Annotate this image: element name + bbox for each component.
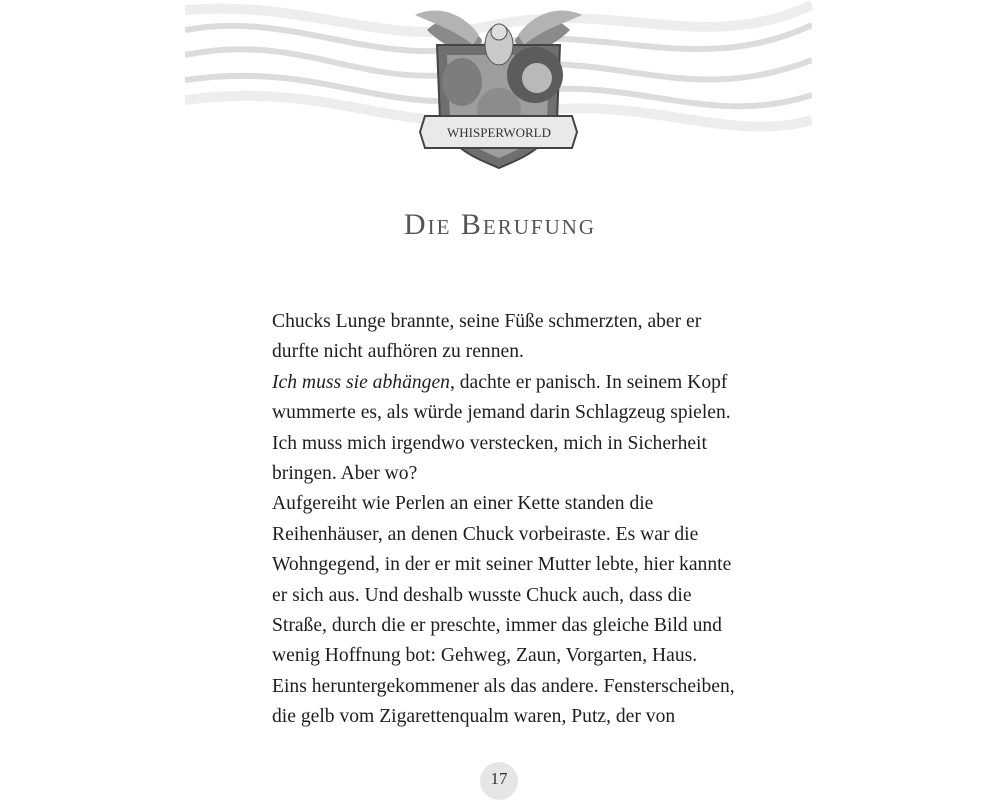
whisperworld-crest bbox=[407, 0, 590, 172]
text-line: bringen. Aber wo? bbox=[272, 463, 418, 485]
text-line: Chucks Lunge brannte, seine Füße schmerzten, aber er bbox=[272, 311, 702, 332]
page-number: 17 bbox=[480, 762, 518, 800]
chapter-body bbox=[272, 307, 742, 733]
text-line: Ich muss mich irgendwo verstecken, mich in Sicherheit bbox=[272, 432, 707, 454]
italic-thought: Ich muss sie abhängen bbox=[272, 371, 450, 393]
chapter-title: Die Berufung bbox=[403, 208, 597, 241]
text-line: Wohngegend, in der er mit seiner Mutter lebte, hier kannte bbox=[272, 554, 732, 576]
crest-banner-text: WHISPERWORLD bbox=[447, 125, 551, 140]
text-line: wenig Hoffnung bot: Gehweg, Zaun, Vorgarten, Haus. bbox=[272, 645, 698, 667]
text-line: Straße, durch die er preschte, immer das gleiche Bild und bbox=[272, 615, 722, 637]
text-line: Reihenhäuser, an denen Chuck vorbeiraste. Es war die bbox=[272, 523, 699, 545]
text-line-rest: , dachte er panisch. In seinem Kopf bbox=[449, 371, 728, 393]
text-line: Aufgereiht wie Perlen an einer Kette standen die bbox=[272, 493, 654, 515]
text-line: er sich aus. Und deshalb wusste Chuck auch, dass die bbox=[272, 584, 692, 606]
text-line bbox=[272, 368, 742, 398]
text-line: Eins heruntergekommener als das andere. Fensterscheiben, bbox=[272, 675, 735, 697]
text-line: durfte nicht aufhören zu rennen. bbox=[272, 341, 524, 363]
chapter-title-wrap bbox=[0, 208, 1000, 242]
text-line: wummerte es, als würde jemand darin Schlagzeug spielen. bbox=[272, 402, 731, 424]
text-line: die gelb vom Zigarettenqualm waren, Putz, der von bbox=[272, 706, 676, 728]
